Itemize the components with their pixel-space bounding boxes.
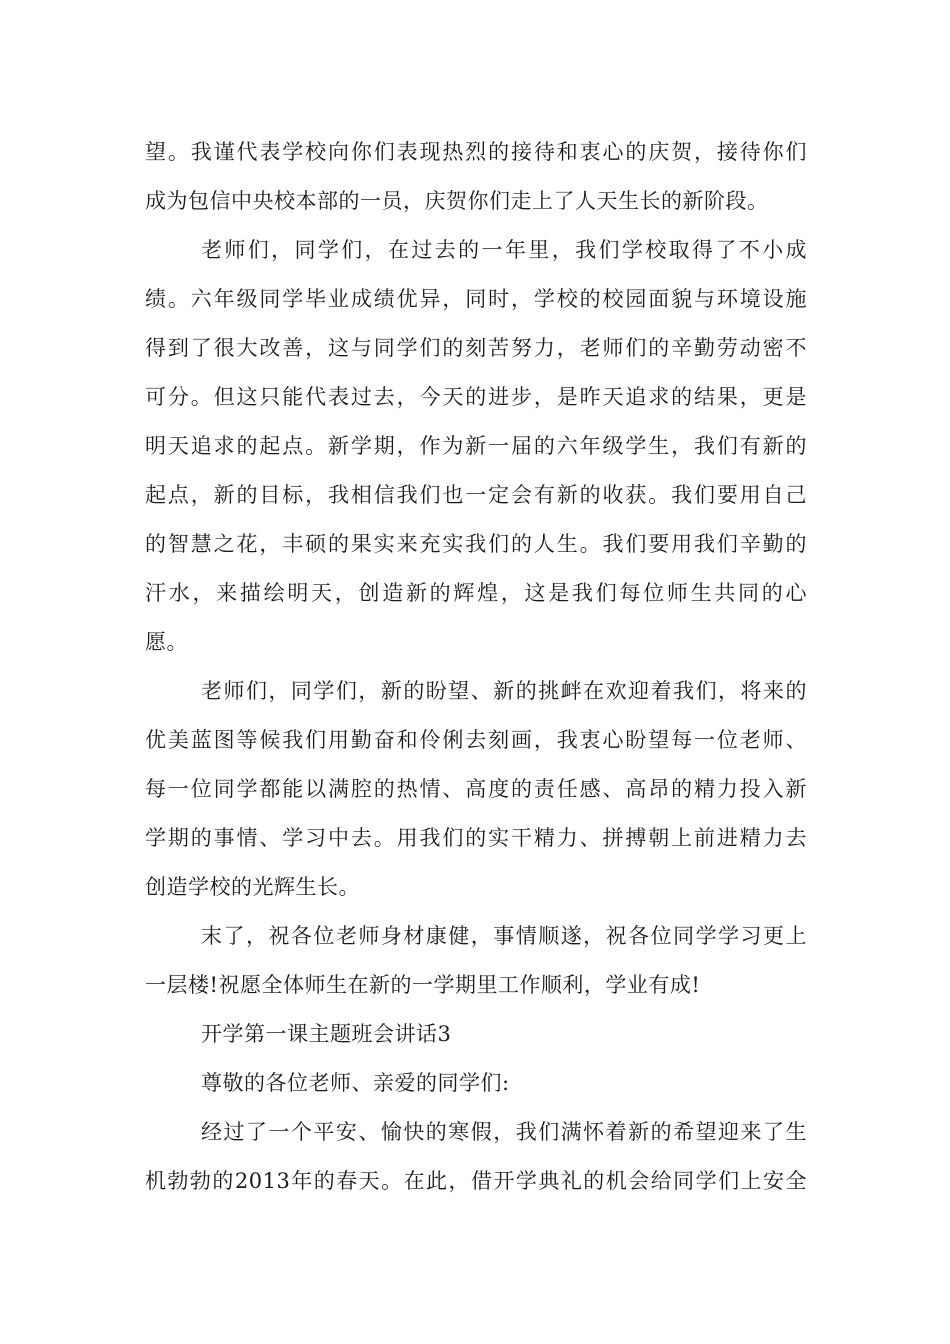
text-line: 老师们，同学们，在过去的一年里，我们学校取得了不小成 [201, 238, 807, 262]
text-line: 老师们，同学们，新的盼望、新的挑衅在欢迎着我们，将来的 [201, 679, 807, 703]
text-line: 起点，新的目标，我相信我们也一定会有新的收获。我们要用自己 [145, 483, 807, 507]
text-line: 末了，祝各位老师身材康健，事情顺遂，祝各位同学学习更上 [201, 924, 807, 948]
paragraph-achievements [145, 226, 807, 667]
section-heading-text: 开学第一课主题班会讲话3 [201, 1022, 452, 1046]
text-line: 经过了一个平安、愉快的寒假，我们满怀着新的希望迎来了生 [201, 1120, 807, 1144]
text-line: 得到了很大改善，这与同学们的刻苦努力，老师们的辛勤劳动密不 [145, 336, 807, 360]
text-line: 成为包信中央校本部的一员，庆贺你们走上了人天生长的新阶段。 [145, 189, 769, 213]
text-line: 愿。 [145, 630, 188, 654]
text-line: 可分。但这只能代表过去，今天的进步，是昨天追求的结果，更是 [145, 385, 807, 409]
section-heading [145, 1010, 807, 1059]
paragraph-closing-wishes [145, 912, 807, 1010]
paragraph-spring-opening [145, 1108, 807, 1206]
text-line: 绩。六年级同学毕业成绩优异，同时，学校的校园面貌与环境设施 [145, 287, 807, 311]
text-line: 机勃勃的2013年的春天。在此，借开学典礼的机会给同学们上安全 [145, 1169, 807, 1193]
text-line: 的智慧之花，丰硕的果实来充实我们的人生。我们要用我们辛勤的 [145, 532, 807, 556]
document-body [145, 128, 807, 1206]
text-line: 学期的事情、学习中去。用我们的实干精力、拼搏朝上前进精力去 [145, 826, 807, 850]
paragraph-continuation [145, 128, 807, 226]
text-line: 一层楼!祝愿全体师生在新的一学期里工作顺利，学业有成! [145, 973, 701, 997]
salutation-text: 尊敬的各位老师、亲爱的同学们: [201, 1071, 510, 1095]
text-line: 优美蓝图等候我们用勤奋和伶俐去刻画，我衷心盼望每一位老师、 [145, 728, 807, 752]
text-line: 每一位同学都能以满腔的热情、高度的责任感、高昂的精力投入新 [145, 777, 807, 801]
text-line: 明天追求的起点。新学期，作为新一届的六年级学生，我们有新的 [145, 434, 807, 458]
text-line: 汗水，来描绘明天，创造新的辉煌，这是我们每位师生共同的心 [145, 581, 807, 605]
paragraph-new-hopes [145, 667, 807, 912]
salutation [145, 1059, 807, 1108]
text-line: 望。我谨代表学校向你们表现热烈的接待和衷心的庆贺，接待你们 [145, 140, 807, 164]
text-line: 创造学校的光辉生长。 [145, 875, 360, 899]
